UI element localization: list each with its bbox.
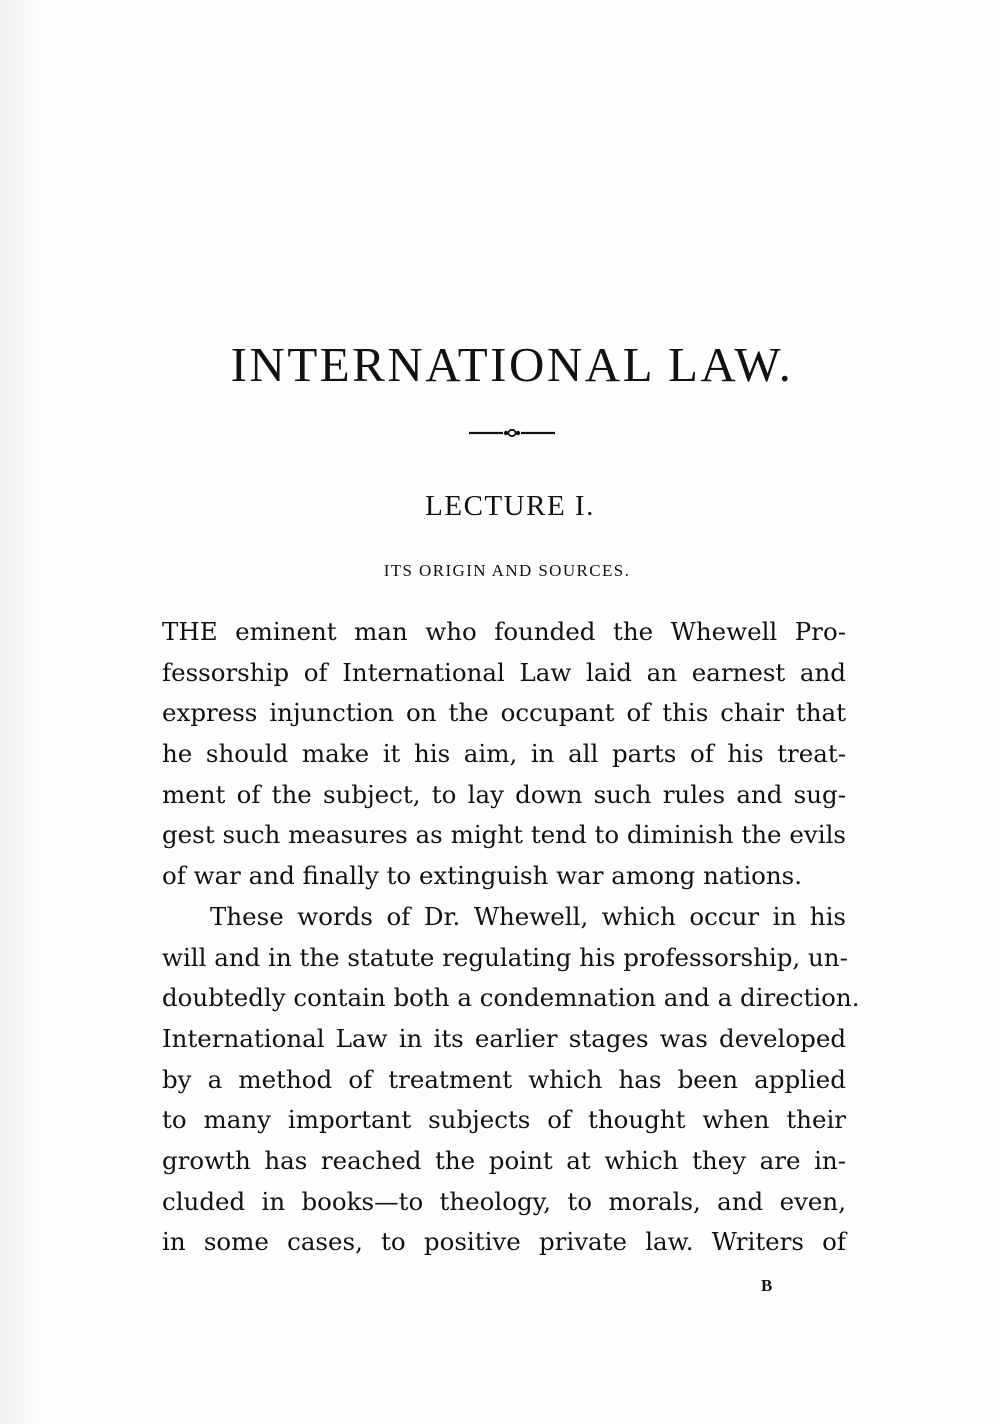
paragraph-1-line-3: express injunction on the occupant of this chair that xyxy=(162,698,846,728)
lecture-heading: LECTURE I. xyxy=(425,490,595,522)
page-title: INTERNATIONAL LAW. xyxy=(230,337,794,392)
paragraph-2-line-3: doubtedly contain both a condemnation and a direction. xyxy=(162,983,860,1013)
signature-mark: B xyxy=(761,1276,773,1295)
paragraph-1-line-5: ment of the subject, to lay down such rules and sug- xyxy=(162,779,846,809)
paragraph-1-line-6: gest such measures as might tend to diminish the evils xyxy=(162,820,846,850)
paragraph-1-line-2: fessorship of International Law laid an earnest and xyxy=(162,657,846,687)
paragraph-1-line-7: of war and finally to extinguish war among nations. xyxy=(162,861,803,891)
paragraph-1-line-4: he should make it his aim, in all parts of his treat- xyxy=(162,739,846,769)
paragraph-2-line-8: cluded in books—to theology, to morals, and even, xyxy=(162,1186,846,1216)
paragraph-2-line-6: to many important subjects of thought when their xyxy=(162,1105,846,1135)
paragraph-2-line-9: in some cases, to positive private law. Writers of xyxy=(162,1227,846,1257)
paragraph-1-line-1: THE eminent man who founded the Whewell Pro- xyxy=(162,617,846,646)
page-edge-shadow xyxy=(0,0,46,1424)
body-text xyxy=(162,612,860,1263)
paragraph-2-line-4: International Law in its earlier stages was developed xyxy=(162,1023,846,1053)
chapter-subtitle: ITS ORIGIN AND SOURCES. xyxy=(383,561,631,580)
paragraph-2-line-2: will and in the statute regulating his professorship, un- xyxy=(162,942,848,972)
paragraph-2-line-7: growth has reached the point at which they are in- xyxy=(162,1145,846,1175)
paragraph-2-line-5: by a method of treatment which has been applied xyxy=(162,1064,846,1094)
paragraph-2-line-1: These words of Dr. Whewell, which occur in his xyxy=(210,901,846,931)
ornament-rule-icon xyxy=(469,427,555,439)
